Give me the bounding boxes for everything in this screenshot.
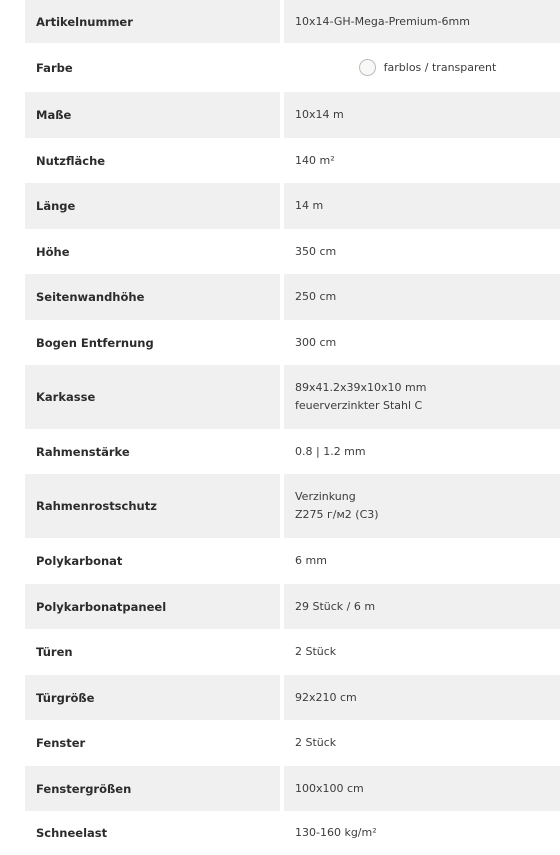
spec-row — [25, 183, 560, 229]
spec-value-line: feuerverzinkter Stahl C — [295, 399, 423, 412]
spec-value-line: 29 Stück / 6 m — [295, 599, 376, 613]
spec-value-line: 300 cm — [295, 335, 337, 349]
spec-label: Karkasse — [25, 365, 280, 429]
spec-row — [25, 0, 560, 43]
spec-row — [25, 766, 560, 811]
spec-row — [25, 138, 560, 183]
spec-label: Maße — [25, 92, 280, 138]
spec-value — [284, 811, 560, 855]
color-swatch-icon — [359, 59, 376, 76]
spec-label: Rahmenstärke — [36, 444, 130, 459]
spec-label: Rahmenrostschutz — [25, 474, 280, 538]
spec-value-line: 130-160 kg/m² — [295, 826, 377, 839]
spec-row — [25, 429, 560, 474]
spec-value — [284, 0, 560, 43]
spec-row — [25, 538, 560, 584]
spec-label: Bogen Entfernung — [36, 335, 154, 350]
spec-value-line: farblos / transparent — [383, 60, 497, 74]
spec-value — [284, 720, 560, 766]
spec-value — [284, 183, 560, 229]
spec-value-line: 0.8 | 1.2 mm — [295, 444, 366, 458]
spec-value — [284, 584, 560, 629]
spec-label: Polykarbonatpaneel — [25, 584, 280, 629]
spec-value-line: 140 m² — [295, 153, 335, 167]
spec-label: Fenster — [36, 736, 86, 750]
spec-row — [25, 584, 560, 629]
spec-value-line: Verzinkung — [295, 490, 356, 503]
spec-label: Fenstergrößen — [25, 766, 280, 811]
spec-value — [284, 629, 560, 675]
spec-row — [25, 274, 560, 320]
spec-label: Seitenwandhöhe — [25, 274, 280, 320]
spec-row — [25, 675, 560, 720]
spec-value-line: 2 Stück — [295, 645, 337, 658]
spec-value — [284, 274, 560, 320]
spec-value — [284, 43, 560, 92]
spec-value — [284, 429, 560, 474]
spec-row — [25, 229, 560, 274]
spec-row — [25, 92, 560, 138]
spec-table — [25, 0, 560, 855]
spec-label: Polykarbonat — [36, 554, 123, 568]
spec-value — [284, 229, 560, 274]
spec-value — [284, 138, 560, 183]
spec-value-line: Z275 г/м2 (C3) — [295, 508, 379, 521]
spec-value-line: 100x100 cm — [295, 781, 364, 795]
spec-value-line: 92x210 cm — [295, 690, 357, 704]
spec-row — [25, 43, 560, 92]
spec-label: Türgröße — [25, 675, 280, 720]
spec-value — [284, 675, 560, 720]
spec-label: Schneelast — [36, 826, 108, 840]
spec-label: Türen — [36, 645, 73, 659]
spec-label: Nutzfläche — [36, 153, 106, 168]
spec-row — [25, 811, 560, 855]
spec-value-line: 2 Stück — [295, 736, 337, 749]
spec-row — [25, 474, 560, 538]
spec-label: Artikelnummer — [25, 0, 280, 43]
spec-value — [284, 365, 560, 429]
spec-value — [284, 538, 560, 584]
spec-value-line: 14 m — [295, 199, 324, 212]
spec-row — [25, 720, 560, 766]
spec-label: Höhe — [36, 244, 70, 259]
spec-value-line: 350 cm — [295, 244, 337, 258]
spec-value-line: 89x41.2x39x10x10 mm — [295, 381, 427, 394]
spec-row — [25, 320, 560, 365]
spec-value — [284, 92, 560, 138]
spec-value — [284, 320, 560, 365]
spec-value-line: 250 cm — [295, 290, 337, 303]
spec-row — [25, 629, 560, 675]
spec-value-line: 10x14-GH-Mega-Premium-6mm — [295, 14, 470, 28]
spec-value-line: 10x14 m — [295, 108, 344, 121]
spec-label: Farbe — [36, 60, 73, 75]
spec-row — [25, 365, 560, 429]
spec-value-line: 6 mm — [295, 554, 327, 567]
spec-value — [284, 474, 560, 538]
spec-label: Länge — [25, 183, 280, 229]
spec-value — [284, 766, 560, 811]
